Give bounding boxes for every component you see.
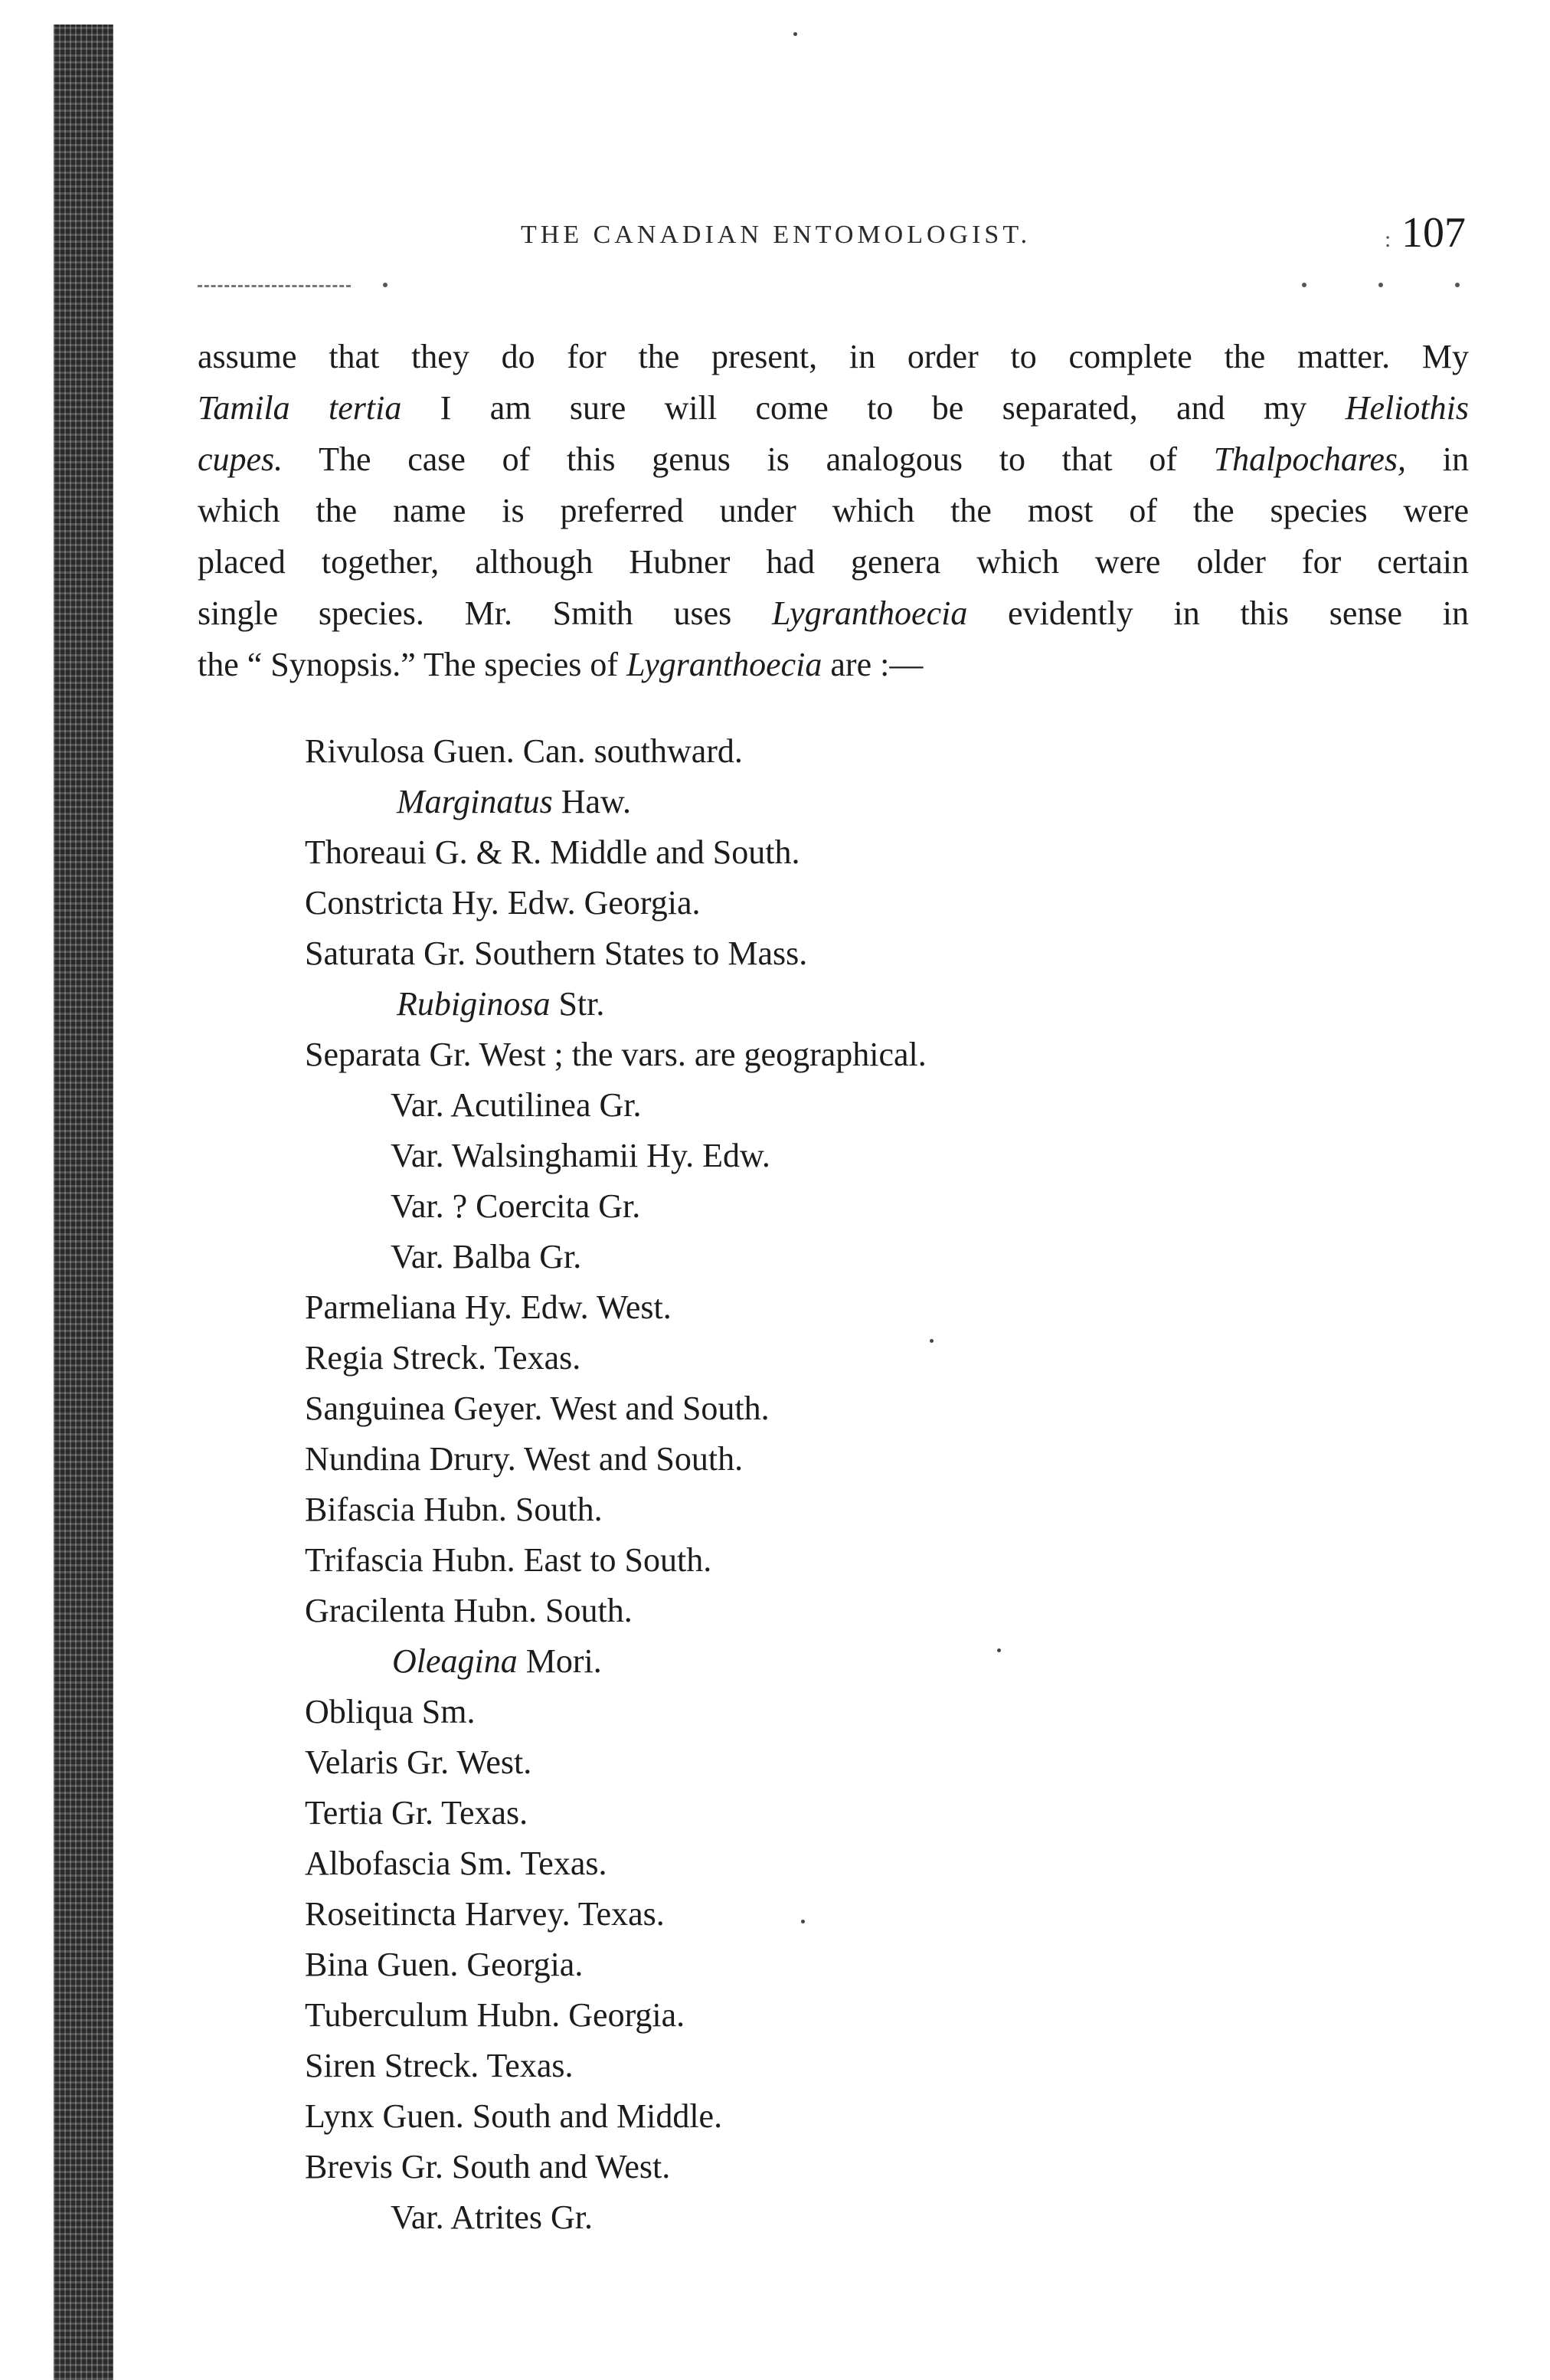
variety-text: Var. Acutilinea Gr. <box>391 1086 642 1124</box>
paragraph-text: the “ Synopsis.” The species of <box>198 646 627 683</box>
paragraph-line <box>198 331 1469 382</box>
synonym-name: Rubiginosa <box>397 985 551 1023</box>
taxon-name: Thalpochares, <box>1213 440 1407 478</box>
entry-text: Thoreaui G. & R. Middle and South. <box>305 833 800 871</box>
entry-text: Roseitincta Harvey. Texas. <box>305 1895 665 1933</box>
variety-text: Var. Balba Gr. <box>391 1238 582 1275</box>
variety-text: Var. Atrites Gr. <box>391 2198 593 2236</box>
synonym-author: Mori. <box>517 1642 602 1680</box>
paragraph-line <box>198 485 1469 536</box>
entry-text: Regia Streck. Texas. <box>305 1339 581 1377</box>
synonym-name: Marginatus <box>397 783 553 820</box>
paragraph-text: evidently in this sense in <box>967 594 1469 632</box>
rule-dot <box>1302 283 1306 287</box>
entry-text: Bina Guen. Georgia. <box>305 1946 584 1983</box>
synonym <box>397 979 604 1030</box>
paragraph-line <box>198 639 1469 690</box>
synonym <box>392 1636 602 1687</box>
entry-text: Trifascia Hubn. East to South. <box>305 1541 712 1579</box>
synonym <box>397 777 631 827</box>
folio-mark: : <box>1385 227 1391 252</box>
taxon-name: Lygranthoecia <box>772 594 968 632</box>
entry-text: Gracilenta Hubn. South. <box>305 1592 633 1629</box>
paragraph-line <box>198 536 1469 588</box>
rule-dot <box>1455 283 1460 287</box>
paragraph-line <box>198 382 1469 434</box>
body-paragraph <box>198 331 1469 690</box>
running-head: THE CANADIAN ENTOMOLOGIST. <box>521 221 1032 249</box>
entry-text: Brevis Gr. South and West. <box>305 2148 671 2185</box>
entry-text: Sanguinea Geyer. West and South. <box>305 1390 770 1427</box>
print-speck <box>801 1920 805 1923</box>
paragraph-text: in <box>1406 440 1469 478</box>
entry-text: Saturata Gr. Southern States to Mass. <box>305 935 808 972</box>
rule-dot <box>1378 283 1383 287</box>
paragraph-line <box>198 588 1469 639</box>
entry-text: Albofascia Sm. Texas. <box>305 1845 607 1882</box>
print-speck <box>793 32 797 36</box>
paragraph-text: The case of this genus is analogous to that of <box>283 440 1214 478</box>
variety-text: Var. ? Coercita Gr. <box>391 1187 641 1225</box>
print-speck <box>997 1648 1001 1652</box>
rule-dot <box>383 283 388 287</box>
entry-text: Nundina Drury. West and South. <box>305 1440 744 1478</box>
entry-text: Siren Streck. Texas. <box>305 2047 574 2084</box>
paragraph-text: are :— <box>822 646 924 683</box>
taxon-name: cupes. <box>198 440 283 478</box>
print-speck <box>930 1339 934 1343</box>
paragraph-text: single species. Mr. Smith uses <box>198 594 773 632</box>
synonym-author: Haw. <box>552 783 631 820</box>
entry-text: Separata Gr. West ; the vars. are geographical. <box>305 1036 927 1073</box>
paragraph-text: placed together, although Hubner had genera which were older for certain <box>198 543 1469 581</box>
entry-text: Tertia Gr. Texas. <box>305 1794 528 1832</box>
paragraph-text: assume that they do for the present, in order to complete the matter. My <box>198 338 1469 375</box>
entry-text: Velaris Gr. West. <box>305 1743 532 1781</box>
synonym-name: Oleagina <box>392 1642 518 1680</box>
entry-text: Lynx Guen. South and Middle. <box>305 2097 723 2135</box>
paragraph-line <box>198 434 1469 485</box>
taxon-name: Lygranthoecia <box>626 646 822 683</box>
entry-text: Constricta Hy. Edw. Georgia. <box>305 884 701 922</box>
entry-text: Parmeliana Hy. Edw. West. <box>305 1288 672 1326</box>
taxon-name: Heliothis <box>1345 389 1469 427</box>
scanned-binding-edge <box>54 25 113 2380</box>
synonym-author: Str. <box>550 985 605 1023</box>
header-rule <box>198 285 351 287</box>
page-number: 107 <box>1401 209 1466 257</box>
entry-text: Bifascia Hubn. South. <box>305 1491 603 1528</box>
variety-text: Var. Walsinghamii Hy. Edw. <box>391 1137 770 1174</box>
paragraph-text: which the name is preferred under which the most of the species were <box>198 492 1469 529</box>
paragraph-text: I am sure will come to be separated, and my <box>401 389 1346 427</box>
taxon-name: Tamila tertia <box>198 389 402 427</box>
entry-text: Obliqua Sm. <box>305 1693 476 1730</box>
entry-text: Rivulosa Guen. Can. southward. <box>305 732 743 770</box>
entry-text: Tuberculum Hubn. Georgia. <box>305 1996 685 2034</box>
